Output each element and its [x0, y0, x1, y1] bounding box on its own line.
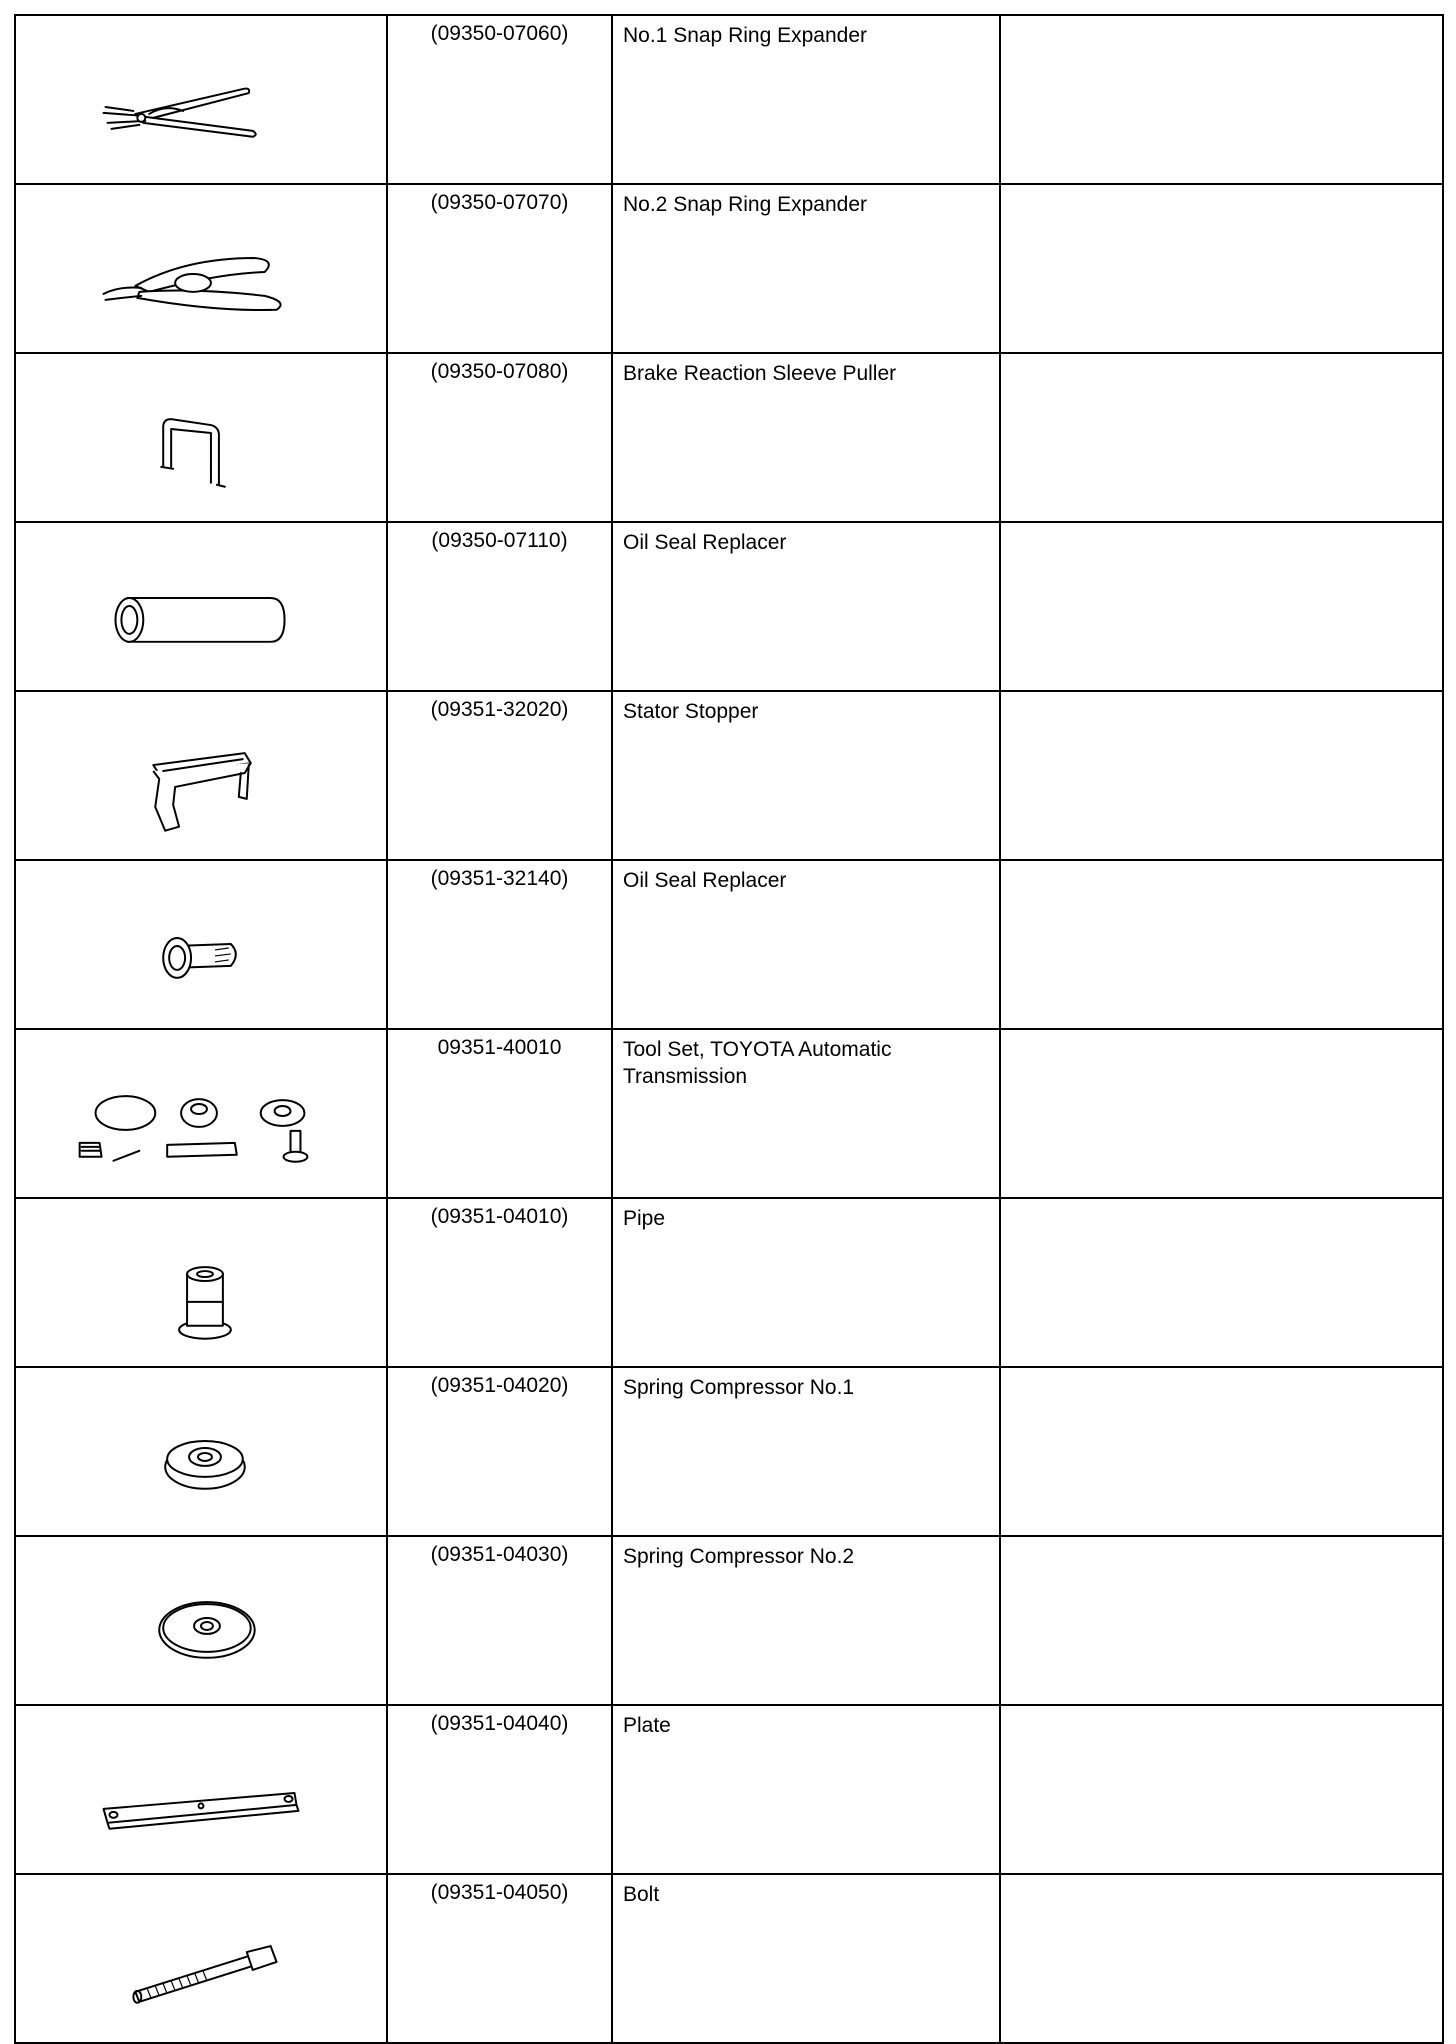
part-number: (09351-04040): [387, 1705, 612, 1874]
special-tool-table: [14, 14, 1444, 2044]
tool-name: Spring Compressor No.2: [612, 1536, 1000, 1705]
note-cell: [1000, 691, 1443, 860]
tool-name: Bolt: [612, 1874, 1000, 2043]
table-row: [15, 1367, 1443, 1536]
tool-name: Brake Reaction Sleeve Puller: [612, 353, 1000, 522]
table-row: [15, 1198, 1443, 1367]
tool-name: Spring Compressor No.1: [612, 1367, 1000, 1536]
note-cell: [1000, 353, 1443, 522]
note-cell: [1000, 1029, 1443, 1198]
snap-ring-expander-no2-icon: [16, 185, 386, 352]
tool-illustration: [15, 522, 387, 691]
stator-stopper-icon: [16, 692, 386, 859]
part-number: (09351-04020): [387, 1367, 612, 1536]
table-row: [15, 1536, 1443, 1705]
tool-name: No.1 Snap Ring Expander: [612, 15, 1000, 184]
tool-name: Plate: [612, 1705, 1000, 1874]
part-number: (09351-04050): [387, 1874, 612, 2043]
part-number: (09350-07080): [387, 353, 612, 522]
tool-illustration: [15, 1874, 387, 2043]
plate-icon: [16, 1706, 386, 1873]
tool-name: Oil Seal Replacer: [612, 522, 1000, 691]
tool-illustration: [15, 184, 387, 353]
note-cell: [1000, 15, 1443, 184]
spring-compressor-no1-icon: [16, 1368, 386, 1535]
tool-name: Oil Seal Replacer: [612, 860, 1000, 1029]
part-number: 09351-40010: [387, 1029, 612, 1198]
tool-illustration: [15, 860, 387, 1029]
note-cell: [1000, 1705, 1443, 1874]
tool-set-icon: [16, 1030, 386, 1197]
note-cell: [1000, 1536, 1443, 1705]
pipe-replacer-icon: [16, 523, 386, 690]
table-row: [15, 353, 1443, 522]
tool-illustration: [15, 1705, 387, 1874]
tool-illustration: [15, 1536, 387, 1705]
bolt-icon: [16, 1875, 386, 2042]
tool-illustration: [15, 15, 387, 184]
pipe-icon: [16, 1199, 386, 1366]
note-cell: [1000, 860, 1443, 1029]
table-row: [15, 522, 1443, 691]
note-cell: [1000, 184, 1443, 353]
part-number: (09351-32140): [387, 860, 612, 1029]
table-row: [15, 860, 1443, 1029]
tool-illustration: [15, 1029, 387, 1198]
sleeve-puller-icon: [16, 354, 386, 521]
part-number: (09351-04010): [387, 1198, 612, 1367]
note-cell: [1000, 1874, 1443, 2043]
tool-illustration: [15, 1198, 387, 1367]
snap-ring-expander-no1-icon: [16, 16, 386, 183]
table-row: [15, 1029, 1443, 1198]
seal-replacer-icon: [16, 861, 386, 1028]
part-number: (09350-07060): [387, 15, 612, 184]
note-cell: [1000, 522, 1443, 691]
part-number: (09351-04030): [387, 1536, 612, 1705]
tool-illustration: [15, 691, 387, 860]
tool-name: Stator Stopper: [612, 691, 1000, 860]
spring-compressor-no2-icon: [16, 1537, 386, 1704]
part-number: (09350-07070): [387, 184, 612, 353]
table-row: [15, 184, 1443, 353]
table-row: [15, 1874, 1443, 2043]
tool-name: Pipe: [612, 1198, 1000, 1367]
note-cell: [1000, 1367, 1443, 1536]
table-row: [15, 15, 1443, 184]
part-number: (09350-07110): [387, 522, 612, 691]
table-row: [15, 1705, 1443, 1874]
tool-name: No.2 Snap Ring Expander: [612, 184, 1000, 353]
note-cell: [1000, 1198, 1443, 1367]
part-number: (09351-32020): [387, 691, 612, 860]
tool-illustration: [15, 353, 387, 522]
tool-illustration: [15, 1367, 387, 1536]
table-row: [15, 691, 1443, 860]
tool-name: Tool Set, TOYOTA Automatic Transmission: [612, 1029, 1000, 1198]
